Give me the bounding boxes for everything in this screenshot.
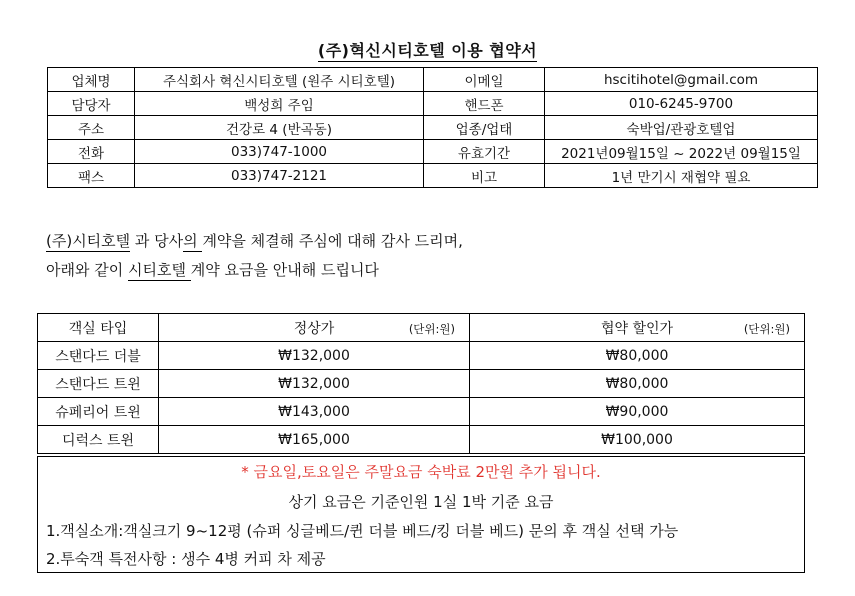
discount-price-cell: ₩100,000 xyxy=(470,426,805,454)
info-value: 2021년09월15일 ~ 2022년 09월15일 xyxy=(545,140,818,164)
intro-line-1 xyxy=(46,230,463,251)
info-label: 비고 xyxy=(424,164,545,188)
info-label: 업체명 xyxy=(48,68,135,92)
notes-box xyxy=(37,456,805,573)
discount-price-cell: ₩80,000 xyxy=(470,342,805,370)
document-title xyxy=(0,38,855,61)
header-discount-label: 협약 할인가 xyxy=(600,320,674,337)
intro-hotel-name: (주)시티호텔 xyxy=(46,232,131,250)
info-row xyxy=(48,92,818,116)
room-type-cell: 디럭스 트윈 xyxy=(38,426,159,454)
info-value: 주식회사 혁신시티호텔 (원주 시티호텔) xyxy=(135,68,424,92)
info-label: 이메일 xyxy=(424,68,545,92)
discount-price-cell: ₩80,000 xyxy=(470,370,805,398)
info-label: 팩스 xyxy=(48,164,135,188)
info-value: 백성희 주임 xyxy=(135,92,424,116)
title-text: (주)혁신시티호텔 이용 협약서 xyxy=(317,41,538,60)
info-value: 1년 만기시 재협약 필요 xyxy=(545,164,818,188)
rate-basis-note: 상기 요금은 기준인원 1실 1박 기준 요금 xyxy=(288,493,554,511)
info-label: 핸드폰 xyxy=(424,92,545,116)
room-intro-note: 1.객실소개:객실크기 9~12평 (슈퍼 싱글베드/퀸 더블 베드/킹 더블 베드) 문의 후 객실 선택 가능 xyxy=(46,522,679,540)
header-regular-unit: (단위:원) xyxy=(408,322,455,336)
rate-header-row xyxy=(38,314,805,342)
table-row xyxy=(38,398,805,426)
info-value: 033)747-2121 xyxy=(135,164,424,188)
intro-text: 계약을 체결해 주심에 대해 감사 드리며, xyxy=(202,232,463,250)
regular-price-cell: ₩132,000 xyxy=(159,370,470,398)
info-row xyxy=(48,140,818,164)
intro-text: 계약 요금을 안내해 드립니다 xyxy=(190,261,379,279)
room-type-cell: 스탠다드 트윈 xyxy=(38,370,159,398)
intro-hotel-name: 시티호텔 xyxy=(128,261,191,279)
intro-line-2 xyxy=(46,259,379,280)
info-label: 유효기간 xyxy=(424,140,545,164)
info-value: 숙박업/관광호텔업 xyxy=(545,116,818,140)
table-row xyxy=(38,370,805,398)
regular-price-cell: ₩143,000 xyxy=(159,398,470,426)
intro-text: 아래와 같이 xyxy=(46,261,128,279)
regular-price-cell: ₩132,000 xyxy=(159,342,470,370)
info-value: 033)747-1000 xyxy=(135,140,424,164)
header-discount-unit: (단위:원) xyxy=(743,322,790,336)
info-value: 010-6245-9700 xyxy=(545,92,818,116)
intro-text: 과 당사 xyxy=(130,232,184,250)
info-label: 업종/업태 xyxy=(424,116,545,140)
header-regular-price xyxy=(159,314,470,342)
header-regular-label: 정상가 xyxy=(293,320,335,337)
table-row xyxy=(38,342,805,370)
discount-price-cell: ₩90,000 xyxy=(470,398,805,426)
guest-benefit-note: 2.투숙객 특전사항 : 생수 4병 커피 차 제공 xyxy=(46,550,326,568)
info-label: 전화 xyxy=(48,140,135,164)
info-row xyxy=(48,68,818,92)
info-label: 주소 xyxy=(48,116,135,140)
intro-text-underlined: 의 xyxy=(183,232,203,250)
weekend-surcharge-note: * 금요일,토요일은 주말요금 숙박료 2만원 추가 됩니다. xyxy=(241,463,601,481)
header-discount-price xyxy=(470,314,805,342)
info-row xyxy=(48,116,818,140)
info-value-email[interactable]: hscitihotel@gmail.com xyxy=(545,68,818,92)
info-row xyxy=(48,164,818,188)
rate-table xyxy=(37,313,805,454)
info-value: 건강로 4 (반곡동) xyxy=(135,116,424,140)
room-type-cell: 슈페리어 트윈 xyxy=(38,398,159,426)
info-label: 담당자 xyxy=(48,92,135,116)
room-type-cell: 스탠다드 더블 xyxy=(38,342,159,370)
regular-price-cell: ₩165,000 xyxy=(159,426,470,454)
contract-info-table xyxy=(47,67,818,188)
header-room-type: 객실 타입 xyxy=(38,314,159,342)
table-row xyxy=(38,426,805,454)
